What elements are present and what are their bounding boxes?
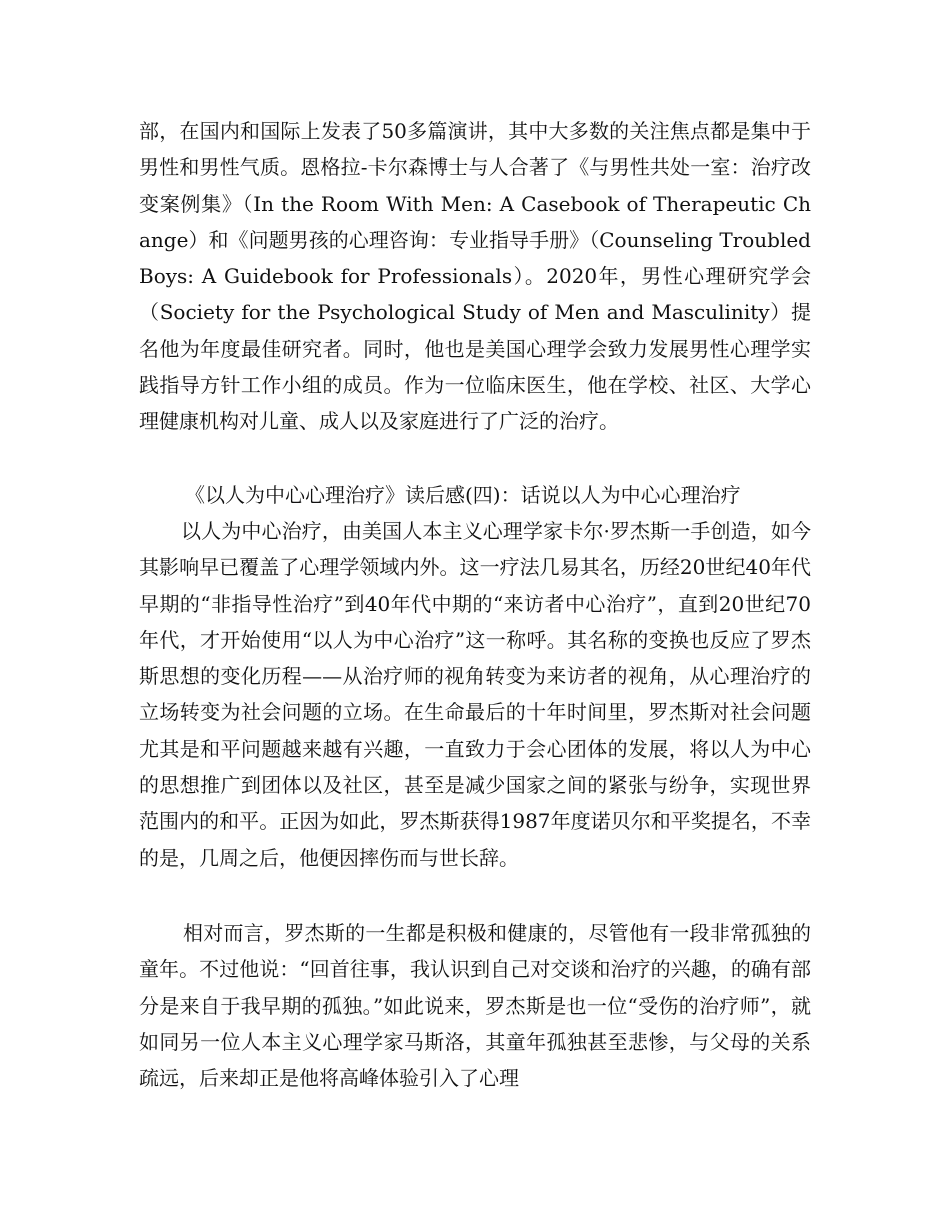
body-paragraph-2: 以人为中心治疗，由美国人本主义心理学家卡尔·罗杰斯一手创造，如今其影响早已覆盖了心理学领域内外。这一疗法几易其名，历经20世纪40年代早期的“非指导性治疗”到40年代中期的“来访者中心治疗”，直到20世纪70年代，才开始使用“以人为中心治疗”这一称呼。其名称的变换也反应了罗杰斯思想的变化历程——从治疗师的视角转变为来访者的视角，从心理治疗的立场转变为社会问题的立场。在生命最后的十年时间里，罗杰斯对社会问题尤其是和平问题越来越有兴趣，一直致力于会心团体的发展，将以人为中心的思想推广到团体以及社区，甚至是减少国家之间的紧张与纷争，实现世界范围内的和平。正因为如此，罗杰斯获得1987年度诺贝尔和平奖提名，不幸的是，几周之后，他便因摔伤而与世长辞。: [139, 519, 811, 870]
section-heading: 《以人为中心心理治疗》读后感(四)：话说以人为中心心理治疗: [185, 483, 741, 507]
body-paragraph-1: 部，在国内和国际上发表了50多篇演讲，其中大多数的关注焦点都是集中于男性和男性气质。恩格拉-卡尔森博士与人合著了《与男性共处一室：治疗改变案例集》（In the Room With Men: A Casebook of Therapeutic Change）和《问题男孩的心理咨询：专业指导手册》（Counseling Troubled Boys: A Guidebook for Professionals）。2020年，男性心理研究学会（Society for the Psychological Study of Men and Masculinity）提名他为年度最佳研究者。同时，他也是美国心理学会致力发展男性心理学实践指导方针工作小组的成员。作为一位临床医生，他在学校、社区、大学心理健康机构对儿童、成人以及家庭进行了广泛的治疗。: [139, 119, 811, 434]
body-paragraph-3: 相对而言，罗杰斯的一生都是积极和健康的，尽管他有一段非常孤独的童年。不过他说：“回首往事，我认识到自己对交谈和治疗的兴趣，的确有部分是来自于我早期的孤独。”如此说来，罗杰斯是也一位“受伤的治疗师”，就如同另一位人本主义心理学家马斯洛，其童年孤独甚至悲惨，与父母的关系疏远，后来却正是他将高峰体验引入了心理: [139, 921, 811, 1091]
